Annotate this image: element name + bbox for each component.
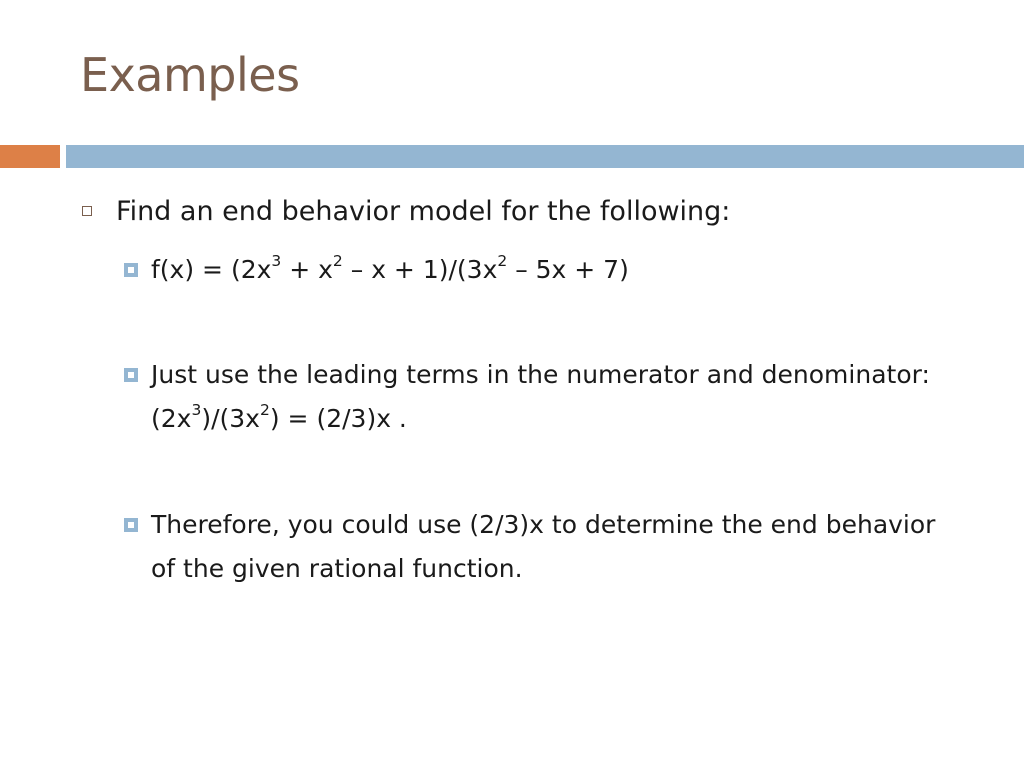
conclusion-text: Therefore, you could use (2/3)x to determine the end behavior of the given rational function. (151, 510, 936, 583)
square-bullet-icon (124, 368, 138, 382)
hollow-square-bullet-icon (82, 206, 92, 216)
title-accent-bar (0, 145, 60, 168)
bullet-text: Find an end behavior model for the following: (116, 196, 731, 227)
slide-title: Examples (80, 48, 300, 102)
square-bullet-icon (124, 518, 138, 532)
equation-text: $f(x) = (2x^3 + x^2 - x + 1)/(3x^2 - 5x + 7)$ (151, 252, 629, 284)
leading-terms-text: Just use the leading terms in the numerator and denominator: $(2x^3)/(3x^2) = (2/3)x$ . (151, 360, 930, 433)
title-divider-bar (66, 145, 1024, 168)
square-bullet-icon (124, 263, 138, 277)
